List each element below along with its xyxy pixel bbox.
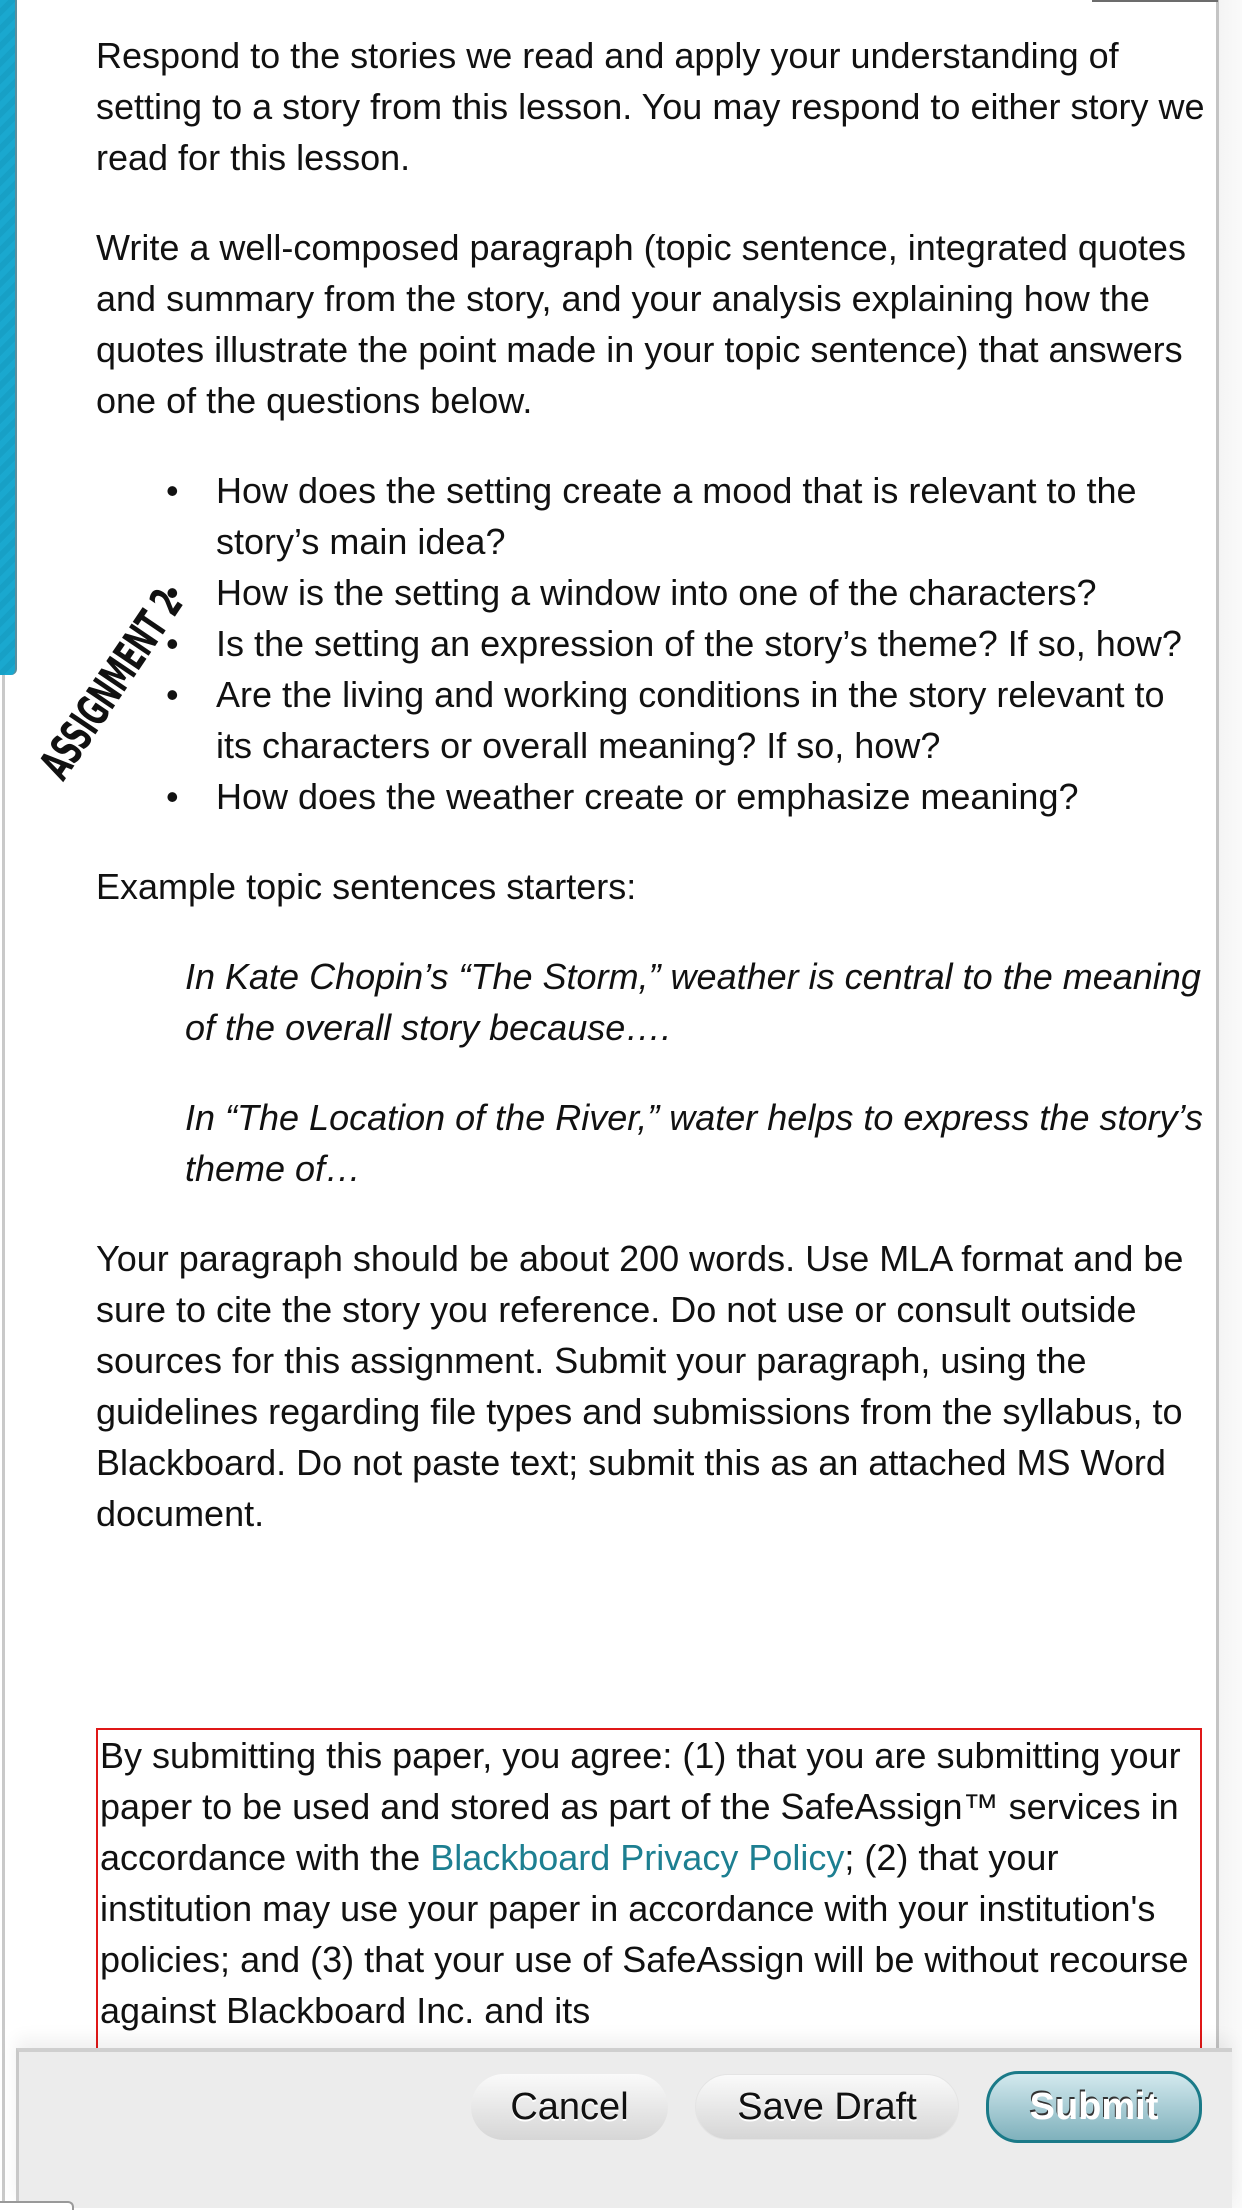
assignment-instructions: [96, 30, 1206, 1578]
question-list: [96, 465, 1206, 822]
safeassign-notice: [96, 1728, 1202, 2068]
instruction-paragraph-1: Respond to the stories we read and apply your understanding of setting to a story from this lesson. You may respond to either story we read for this lesson.: [96, 35, 1205, 178]
instruction-paragraph-2: Write a well-composed paragraph (topic sentence, integrated quotes and summary from the story, and your analysis explaining how the quotes illustrate the point made in your topic sentence) that answers one of the questions below.: [96, 227, 1186, 421]
notice-text-start: By submitting this paper, you agree: (1) that you are submitting your paper to be used and stored as part of the SafeAssign™ services in accordance with the: [100, 1735, 1181, 1878]
corner-tab: [0, 2201, 74, 2210]
example-sentence: In “The Location of the River,” water helps to express the story’s theme of…: [185, 1097, 1203, 1189]
example-sentence: In Kate Chopin’s “The Storm,” weather is central to the meaning of the overall story because….: [185, 956, 1201, 1048]
example-sentences: [96, 951, 1206, 1194]
assignment-stamp: [0, 560, 193, 789]
list-item: • How is the setting a window into one of the characters?: [216, 567, 1206, 618]
cancel-button[interactable]: Cancel: [471, 2074, 668, 2140]
stamp-text: ASSIGNMENT 2: [30, 581, 193, 789]
instruction-paragraph-3: Your paragraph should be about 200 words. Use MLA format and be sure to cite the story you reference. Do not use or consult outside sources for this assignment. Submit your paragraph, using the guidelines regarding file types and submissions from the syllabus, to Blackboard. Do not paste text; submit this as an attached MS Word document.: [96, 1238, 1184, 1534]
submission-button-bar: [16, 2048, 1232, 2208]
list-item: • How does the setting create a mood that is relevant to the story’s main idea?: [216, 465, 1206, 567]
list-item: • Is the setting an expression of the story’s theme? If so, how?: [216, 618, 1206, 669]
top-divider: [1092, 0, 1218, 2]
submit-button[interactable]: Submit: [986, 2071, 1202, 2143]
left-border: [2, 675, 5, 2208]
privacy-policy-link[interactable]: Blackboard Privacy Policy: [430, 1837, 845, 1878]
examples-label: Example topic sentences starters:: [96, 866, 637, 907]
list-item: • How does the weather create or emphasize meaning?: [216, 771, 1206, 822]
scroll-gutter: [1216, 0, 1242, 2208]
notice-text-end: ; (2) that your institution may use your paper in accordance with your institution's policies; and (3) that your use of SafeAssign will be without recourse against Blackboard Inc. and its: [100, 1837, 1189, 2031]
list-item: • Are the living and working conditions in the story relevant to its characters or overall meaning? If so, how?: [216, 669, 1206, 771]
save-draft-button[interactable]: Save Draft: [695, 2074, 959, 2140]
